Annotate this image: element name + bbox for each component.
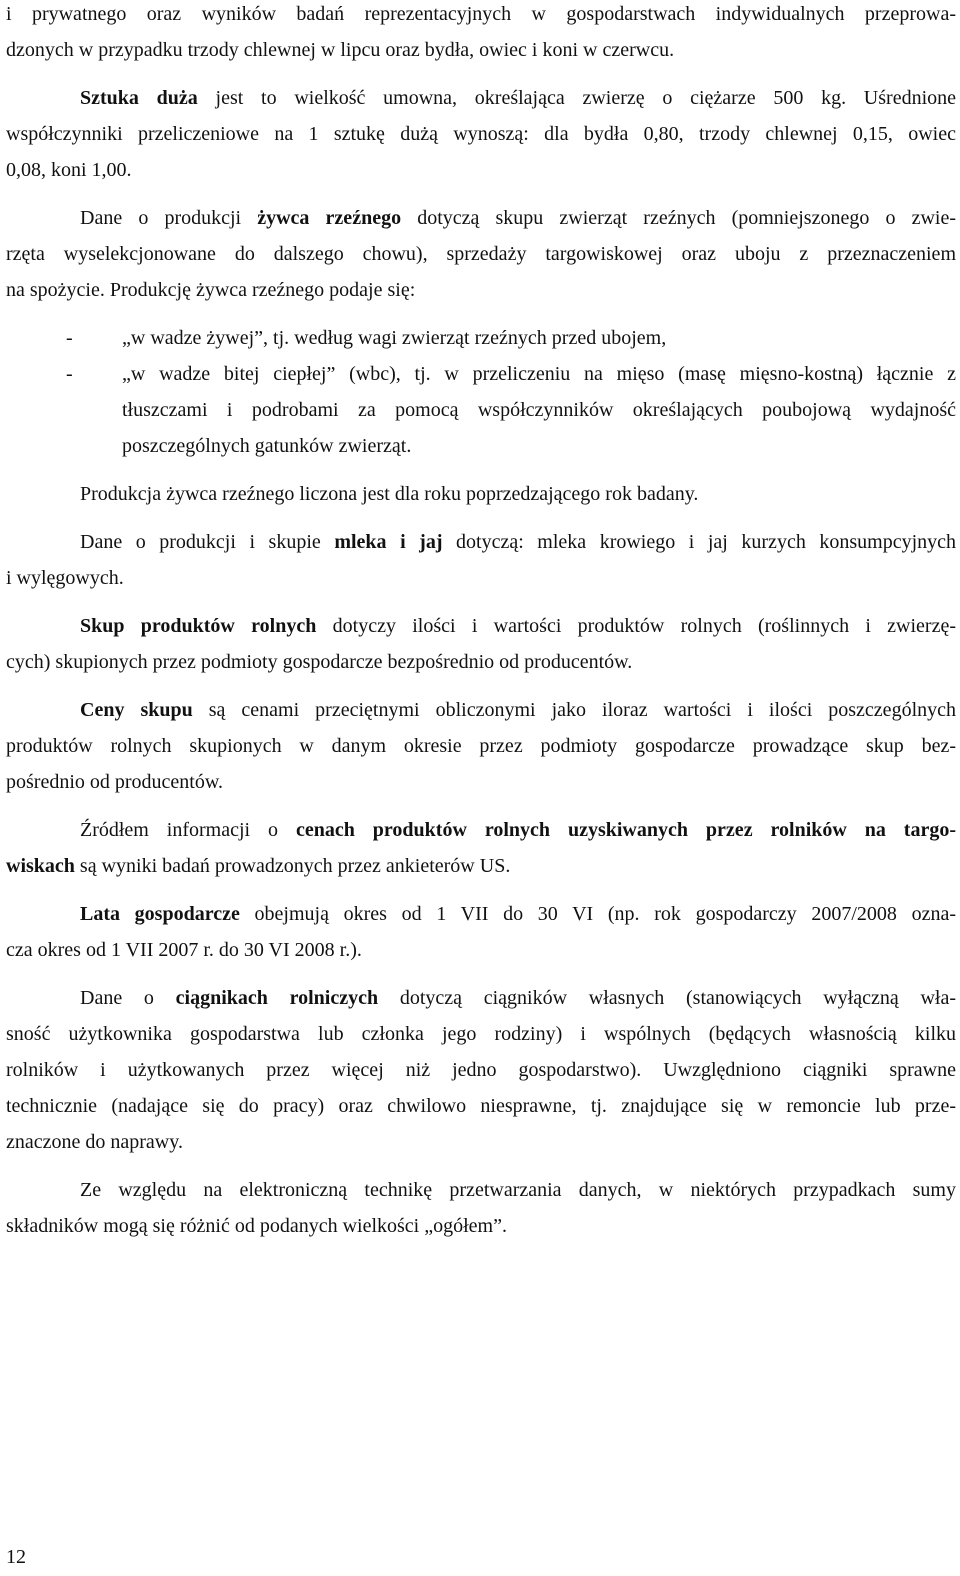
text-line xyxy=(6,1060,956,1080)
text-run: cych) skupionych przez podmioty gospodarcze bezpośrednio od producentów. xyxy=(6,651,633,673)
text-run: dzonych w przypadku trzody chlewnej w lipcu oraz bydła, owiec i koni w czerwcu. xyxy=(6,39,675,61)
bold-term: mleka i jaj xyxy=(334,531,443,553)
text-run: rzęta wyselekcjonowane do dalszego chowu), sprzedaży targowiskowej oraz uboju z przeznaczeniem xyxy=(6,243,956,265)
text-run: znaczone do naprawy. xyxy=(6,1131,183,1153)
text-run: obejmują okres od 1 VII do 30 VI (np. rok gospodarczy 2007/2008 ozna- xyxy=(239,903,956,925)
text-run: „w wadze żywej”, tj. według wagi zwierząt rzeźnych przed ubojem, xyxy=(122,327,667,349)
text-line xyxy=(80,88,956,108)
text-run: są wyniki badań prowadzonych przez ankieterów US. xyxy=(74,855,511,877)
text-line xyxy=(80,700,956,720)
bold-term: Ceny skupu xyxy=(80,699,193,721)
text-run: są cenami przeciętnymi obliczonymi jako iloraz wartości i ilości poszczególnych xyxy=(192,699,956,721)
text-run: - xyxy=(66,327,73,349)
text-line xyxy=(122,436,411,456)
text-run: Ze względu na elektroniczną technikę przetwarzania danych, w niektórych przypadkach sumy xyxy=(80,1179,956,1201)
bold-term: żywca rzeźnego xyxy=(257,207,402,229)
text-line xyxy=(6,4,956,24)
text-run: współczynniki przeliczeniowe na 1 sztukę dużą wynoszą: dla bydła 0,80, trzody chlewnej 0,15, owiec xyxy=(6,123,956,145)
text-run: Źródłem informacji o xyxy=(80,819,296,841)
bold-term: cenach produktów rolnych uzyskiwanych przez rolników na targo- xyxy=(295,819,957,841)
text-run: Produkcja żywca rzeźnego liczona jest dla roku poprzedzającego rok badany. xyxy=(80,483,699,505)
bold-term: Skup produktów rolnych xyxy=(80,615,317,637)
text-run: 0,08, koni 1,00. xyxy=(6,159,132,181)
text-line xyxy=(6,160,132,180)
text-line xyxy=(6,856,510,876)
text-run: jest to wielkość umowna, określająca zwierzę o ciężarze 500 kg. Uśrednione xyxy=(197,87,957,109)
text-line xyxy=(6,568,124,588)
text-run: pośrednio od producentów. xyxy=(6,771,223,793)
bold-term: wiskach xyxy=(6,855,75,877)
text-line xyxy=(6,1216,507,1236)
text-line xyxy=(122,364,956,384)
text-line xyxy=(6,772,223,792)
text-line xyxy=(6,1096,956,1116)
text-run: dotyczą skupu zwierząt rzeźnych (pomniejszonego o zwie- xyxy=(401,207,956,229)
text-line xyxy=(6,124,956,144)
text-run: Dane o produkcji i skupie xyxy=(80,531,335,553)
text-line xyxy=(6,244,956,264)
text-run: - xyxy=(66,363,73,385)
text-run: dotyczy ilości i wartości produktów rolnych (roślinnych i zwierzę- xyxy=(316,615,956,637)
text-run: i prywatnego oraz wyników badań reprezentacyjnych w gospodarstwach indywidualnych przeprowa- xyxy=(6,3,956,25)
text-run: cza okres od 1 VII 2007 r. do 30 VI 2008 r.). xyxy=(6,939,362,961)
text-line xyxy=(80,208,956,228)
text-run: poszczególnych gatunków zwierząt. xyxy=(122,435,412,457)
page-number: 12 xyxy=(6,1546,26,1568)
text-line xyxy=(80,820,956,840)
text-run: produktów rolnych skupionych w danym okresie przez podmioty gospodarcze prowadzące skup bez- xyxy=(6,735,956,757)
text-run: „w wadze bitej ciepłej” (wbc), tj. w przeliczeniu na mięso (masę mięsno-kostną) łącznie z xyxy=(122,363,956,385)
text-line xyxy=(80,484,698,504)
text-line xyxy=(122,400,956,420)
text-run: Dane o produkcji xyxy=(80,207,258,229)
text-run: technicznie (nadające się do pracy) oraz chwilowo niesprawne, tj. znajdujące się w remoncie lub prze- xyxy=(6,1095,956,1117)
text-line xyxy=(6,652,632,672)
text-run: rolników i użytkowanych przez więcej niż jedno gospodarstwo). Uwzględniono ciągniki sprawne xyxy=(6,1059,956,1081)
text-run: składników mogą się różnić od podanych wielkości „ogółem”. xyxy=(6,1215,507,1237)
text-line xyxy=(6,280,415,300)
text-line xyxy=(66,364,73,384)
text-line xyxy=(122,328,666,348)
text-line xyxy=(66,328,73,348)
text-line xyxy=(6,736,956,756)
text-line xyxy=(6,940,362,960)
text-line xyxy=(6,1132,183,1152)
text-line xyxy=(80,616,956,636)
text-run: i wylęgowych. xyxy=(6,567,124,589)
text-line xyxy=(80,988,956,1008)
text-run: Dane o xyxy=(80,987,176,1009)
text-run: na spożycie. Produkcję żywca rzeźnego podaje się: xyxy=(6,279,416,301)
text-line xyxy=(6,1024,956,1044)
bold-term: Lata gospodarcze xyxy=(80,903,240,925)
text-line xyxy=(80,532,956,552)
bold-term: ciągnikach rolniczych xyxy=(175,987,379,1009)
text-line xyxy=(6,40,674,60)
text-line xyxy=(80,1180,956,1200)
text-line xyxy=(80,904,956,924)
text-run: dotyczą ciągników własnych (stanowiących wyłączną wła- xyxy=(378,987,956,1009)
text-run: tłuszczami i podrobami za pomocą współczynników określających poubojową wydajność xyxy=(122,399,956,421)
text-run: sność użytkownika gospodarstwa lub członka jego rodziny) i wspólnych (będących własnością kilku xyxy=(6,1023,956,1045)
text-run: dotyczą: mleka krowiego i jaj kurzych konsumpcyjnych xyxy=(442,531,957,553)
bold-term: Sztuka duża xyxy=(80,87,198,109)
